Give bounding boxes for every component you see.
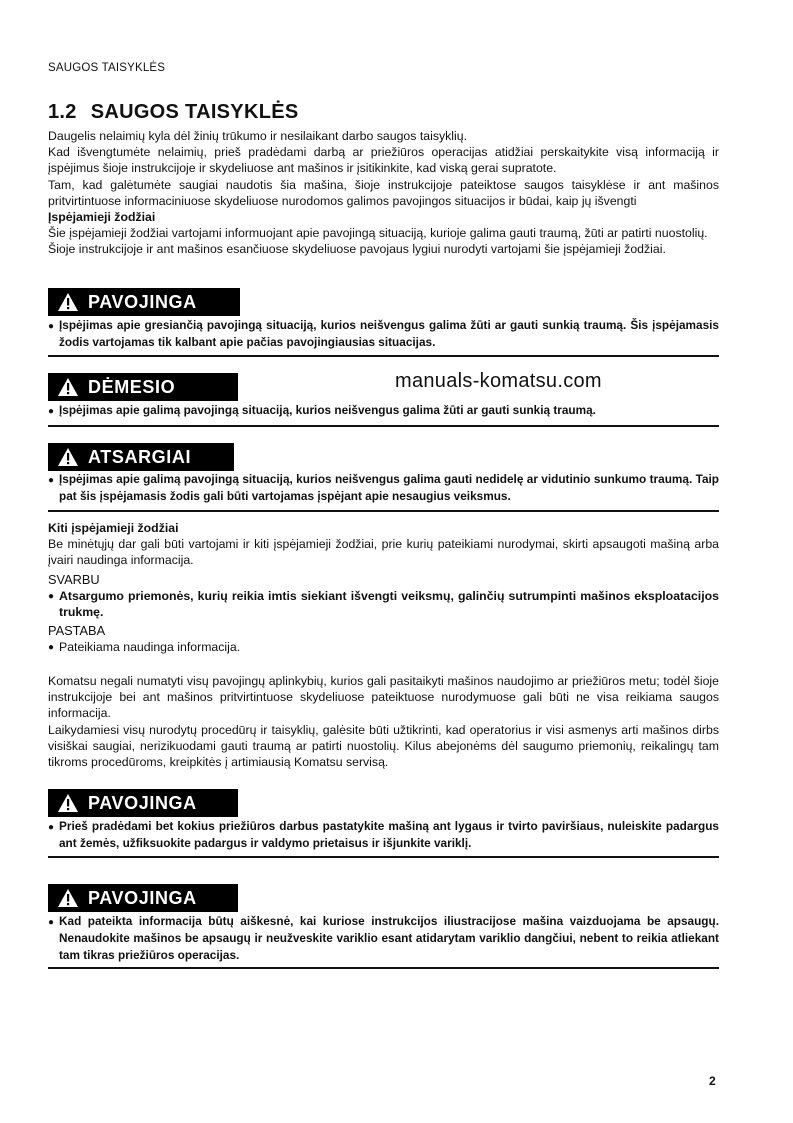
signal-words-heading: Įspėjamieji žodžiai [48, 210, 156, 225]
section-title-text: SAUGOS TAISYKLĖS [90, 101, 299, 123]
danger-text-block-3 [48, 913, 719, 964]
danger-label-2: PAVOJINGA [88, 792, 197, 813]
divider [48, 510, 719, 512]
intro-block [48, 128, 719, 258]
signal-words-paragraph-2: Šioje instrukcijoje ir ant mašinos esančiuose skydeliuose pavojaus lygiui nurodyti vartojami šie įspėjamieji žodžiai. [48, 242, 666, 257]
bullet-icon: ● [48, 917, 55, 928]
danger-text-2: Prieš pradėdami bet kokius priežiūros darbus pastatykite mašiną ant lygaus ir tvirto paviršiaus, nuleiskite padargus ant žemės, užfiksuokite padargus ir valdymo prietaisus ir išjunkite variklį. [59, 819, 719, 850]
komatsu-paragraph-2: Laikydamiesi visų nurodytų procedūrų ir taisyklių, galėsite būti užtikrinti, kad operatorius ir visi asmenys arti mašinos dirbs visiškai saugiai, nerizikuodami gauti traumą ar patirti nuostolių. Kilus abejonėms dėl saugumo priemonių, reikalingų tam tikroms procedūroms, kreipkitės į artimiausią Komatsu servisą. [48, 722, 719, 770]
divider [48, 355, 719, 357]
other-words-paragraph: Be minėtųjų dar gali būti vartojami ir kiti įspėjamieji žodžiai, prie kurių pateikiami nurodymai, skirti apsaugoti mašiną arba įvairi naudinga informacija. [48, 537, 719, 568]
komatsu-paragraph-1: Komatsu negali numatyti visų pavojingų aplinkybių, kurios gali pasitaikyti mašinos naudojimo ar priežiūros metu; todėl šioje instrukcijoje bei ant mašinos pritvirtintuose skydeliuose pateiktuose nurodymuose gali būti ne visa reikiama saugos informacija. [48, 674, 719, 721]
warning-text: Įspėjimas apie galimą pavojingą situaciją, kurios neišvengus galima gauti nedidelę ar vidutinio sunkumo traumą. Taip pat šis įspėjamasis žodis gali būti vartojamas įspėjant apie nesaugius veiksmus. [59, 472, 719, 503]
warning-triangle-icon [57, 447, 79, 467]
warning-triangle-icon [57, 377, 79, 397]
caution-text-block [48, 402, 719, 420]
bullet-icon: ● [48, 822, 55, 833]
warning-triangle-icon [57, 888, 79, 908]
important-heading: SVARBU [48, 571, 100, 587]
danger-text-block-2 [48, 818, 719, 852]
warning-triangle-icon [57, 793, 79, 813]
bullet-icon: ● [48, 642, 55, 654]
intro-paragraph-1: Daugelis nelaimių kyla dėl žinių trūkumo ir nesilaikant darbo saugos taisyklių. [48, 129, 467, 143]
page-number: 2 [709, 1074, 716, 1088]
danger-label-3: PAVOJINGA [88, 887, 197, 908]
danger-text-block [48, 317, 719, 351]
danger-label: PAVOJINGA [88, 291, 197, 312]
note-text: Pateikiama naudinga informacija. [59, 640, 241, 655]
caution-label-box [48, 373, 238, 401]
intro-paragraph-3: Tam, kad galėtumėte saugiai naudotis šia mašina, šioje instrukcijoje pateiktose saugos taisyklėse ir ant mašinos pritvirtintuose informaciniuose skydeliuose nurodomos galimos pavojingos situacijos ir būdai, kaip jų išvengti [48, 177, 719, 208]
other-words-block [48, 520, 719, 657]
important-text: Atsargumo priemonės, kurių reikia imtis siekiant išvengti veiksmų, galinčių sutrumpinti mašinos eksploatacijos trukmę. [59, 588, 719, 620]
warning-label: ATSARGIAI [88, 446, 192, 467]
warning-text-block [48, 471, 719, 505]
watermark-text: manuals-komatsu.com [395, 370, 602, 392]
divider [48, 425, 719, 427]
divider [48, 856, 719, 858]
intro-paragraph-2: Kad išvengtumėte nelaimių, prieš pradėdami darbą ar priežiūros operacijas atidžiai perskaitykite visą informaciją ir įspėjimus šioje instrukcijoje ir skydeliuose ant mašinos ir įsitikinkite, kad viską gerai supratote. [48, 145, 719, 176]
caution-text: Įspėjimas apie galimą pavojingą situaciją, kurios neišvengus galima žūti ar gauti sunkią traumą. [59, 403, 596, 417]
warning-triangle-icon [57, 292, 79, 312]
danger-label-box-2 [48, 789, 238, 817]
divider [48, 967, 719, 969]
danger-label-box-3 [48, 884, 238, 912]
signal-words-paragraph-1: Šie įspėjamieji žodžiai vartojami informuojant apie pavojingą situaciją, kurioje galima gauti traumą, žūti ar patirti nuostolių. [48, 226, 708, 241]
note-heading: PASTABA [48, 623, 106, 639]
danger-text-3: Kad pateikta informacija būtų aiškesnė, kai kuriose instrukcijos iliustracijose mašina vaizduojama be apsaugų. Nenaudokite mašinos be apsaugų ir neužveskite variklio esant atidarytam variklio dangčiui, nebent to reikia atliekant tam tikras priežiūros operacijas. [59, 914, 719, 962]
section-title [48, 101, 299, 124]
bullet-icon: ● [48, 475, 55, 486]
running-header: SAUGOS TAISYKLĖS [48, 62, 166, 74]
caution-label: DĖMESIO [88, 376, 176, 397]
warning-label-box [48, 443, 234, 471]
bullet-icon: ● [48, 590, 55, 602]
bullet-icon: ● [48, 321, 55, 332]
section-number: 1.2 [48, 101, 77, 123]
komatsu-block [48, 673, 719, 770]
danger-label-box [48, 288, 240, 316]
other-words-heading: Kiti įspėjamieji žodžiai [48, 521, 179, 535]
bullet-icon: ● [48, 406, 55, 417]
danger-text: Įspėjimas apie gresiančią pavojingą situaciją, kurios neišvengus galima žūti ar gauti sunkią traumą. Šis įspėjamasis žodis vartojamas tik kalbant apie pačias pavojingiausias situacijas. [59, 318, 719, 349]
